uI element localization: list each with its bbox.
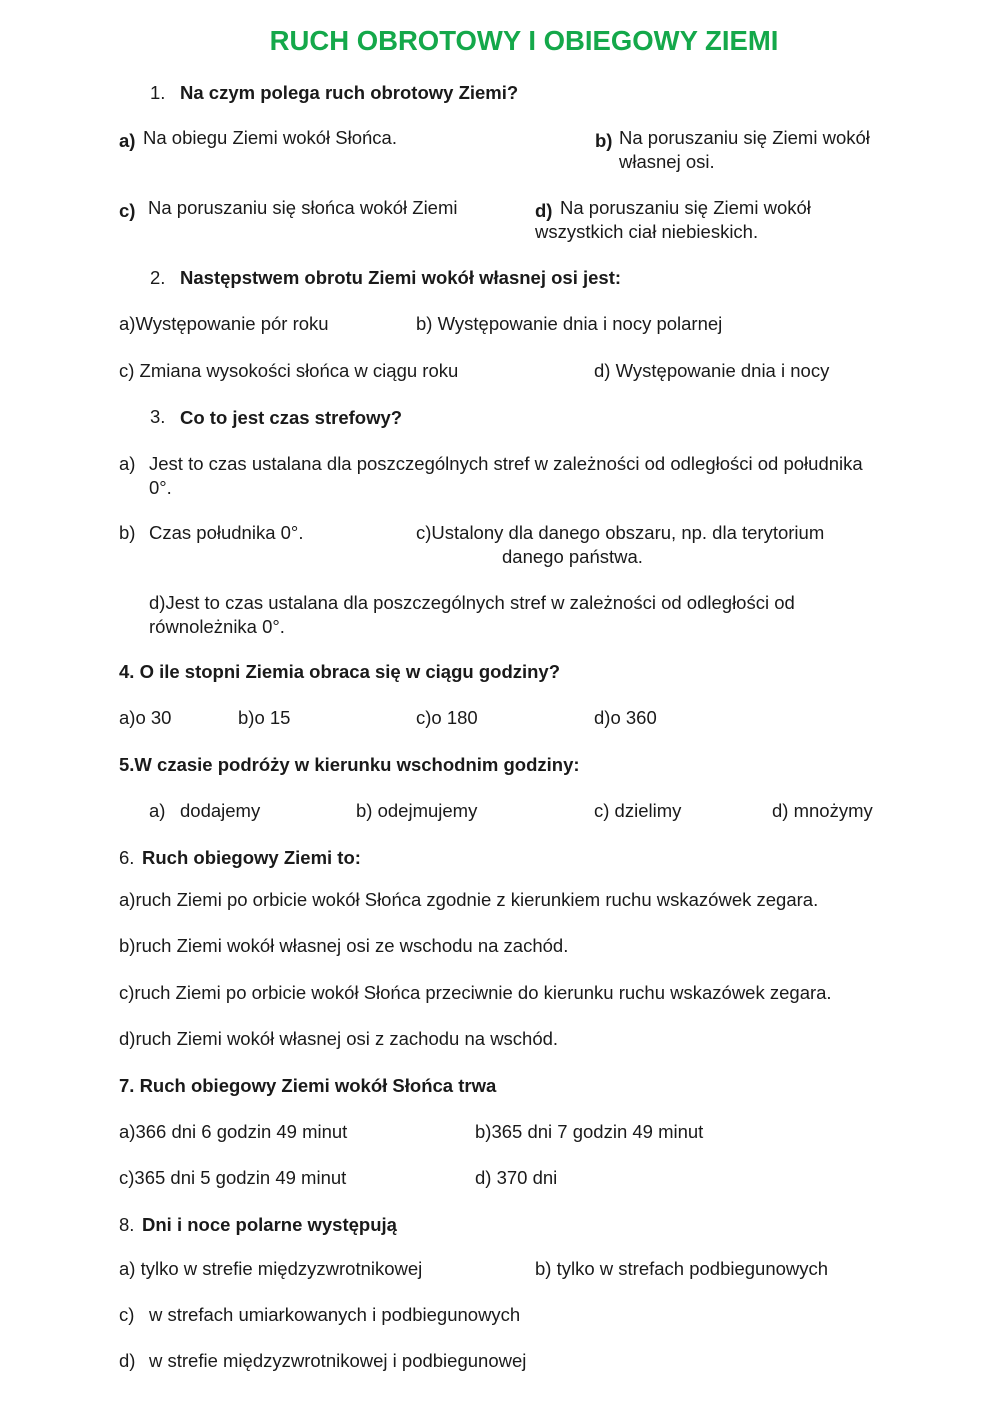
answer-b[interactable]: Na poruszaniu się Ziemi wokół	[619, 127, 870, 148]
answer-d[interactable]: d)o 360	[594, 707, 657, 728]
question-text: Co to jest czas strefowy?	[180, 407, 403, 428]
answer-b-line2[interactable]: własnej osi.	[619, 151, 715, 172]
question-number: 1.	[150, 82, 166, 103]
answer-a[interactable]: a)Występowanie pór roku	[119, 313, 329, 334]
answer-letter: c)	[119, 200, 136, 221]
answer-a[interactable]: dodajemy	[180, 800, 261, 821]
answer-c[interactable]: Na poruszaniu się słońca wokół Ziemi	[148, 197, 458, 218]
answer-letter: d)	[119, 1350, 136, 1371]
answer-c-line2[interactable]: danego państwa.	[502, 546, 643, 567]
answer-d[interactable]: Na poruszaniu się Ziemi wokół	[560, 197, 811, 218]
answer-a[interactable]: a)o 30	[119, 707, 172, 728]
question-number: 8.	[119, 1214, 135, 1235]
question-number: 6.	[119, 847, 135, 868]
answer-letter: a)	[119, 130, 136, 151]
answer-c[interactable]: c) Zmiana wysokości słońca w ciągu roku	[119, 360, 459, 381]
answer-d[interactable]: d) mnożymy	[772, 800, 873, 821]
answer-b[interactable]: b) tylko w strefach podbiegunowych	[535, 1258, 829, 1279]
answer-letter: a)	[119, 453, 136, 474]
answer-letter: a)	[149, 800, 166, 821]
answer-d[interactable]: w strefie międzyzwrotnikowej i podbiegunowej	[149, 1350, 527, 1371]
answer-d-line2[interactable]: równoleżnika 0°.	[149, 616, 285, 637]
question-text: Dni i noce polarne występują	[142, 1214, 397, 1235]
answer-a[interactable]: Na obiegu Ziemi wokół Słońca.	[143, 127, 397, 148]
answer-d[interactable]: d) 370 dni	[475, 1167, 558, 1188]
question-text: Na czym polega ruch obrotowy Ziemi?	[180, 82, 519, 103]
question-text: 7. Ruch obiegowy Ziemi wokół Słońca trwa	[119, 1075, 497, 1096]
answer-d[interactable]: d)Jest to czas ustalana dla poszczególnych stref w zależności od odległości od	[149, 592, 795, 613]
answer-c[interactable]: c)Ustalony dla danego obszaru, np. dla terytorium	[416, 522, 825, 543]
answer-c[interactable]: c)ruch Ziemi po orbicie wokół Słońca przeciwnie do kierunku ruchu wskazówek zegara.	[119, 982, 832, 1003]
answer-c[interactable]: c)365 dni 5 godzin 49 minut	[119, 1167, 347, 1188]
answer-c[interactable]: c) dzielimy	[594, 800, 682, 821]
page-title: RUCH OBROTOWY I OBIEGOWY ZIEMI	[269, 25, 779, 56]
answer-a[interactable]: a)366 dni 6 godzin 49 minut	[119, 1121, 348, 1142]
answer-letter: c)	[119, 1304, 135, 1325]
answer-b[interactable]: b)o 15	[238, 707, 291, 728]
question-text: 5.W czasie podróży w kierunku wschodnim godziny:	[119, 754, 580, 775]
question-text: Następstwem obrotu Ziemi wokół własnej osi jest:	[180, 267, 622, 288]
answer-a[interactable]: a) tylko w strefie międzyzwrotnikowej	[119, 1258, 423, 1279]
answer-letter: b)	[119, 522, 136, 543]
answer-c[interactable]: c)o 180	[416, 707, 478, 728]
answer-a[interactable]: Jest to czas ustalana dla poszczególnych stref w zależności od odległości od południka	[149, 453, 863, 474]
answer-b[interactable]: Czas południka 0°.	[149, 522, 304, 543]
question-number: 3.	[150, 406, 166, 427]
answer-c[interactable]: w strefach umiarkowanych i podbiegunowych	[149, 1304, 521, 1325]
answer-a[interactable]: a)ruch Ziemi po orbicie wokół Słońca zgodnie z kierunkiem ruchu wskazówek zegara.	[119, 889, 819, 910]
answer-d[interactable]: d)ruch Ziemi wokół własnej osi z zachodu na wschód.	[119, 1028, 559, 1049]
answer-b[interactable]: b)365 dni 7 godzin 49 minut	[475, 1121, 704, 1142]
answer-d[interactable]: d) Występowanie dnia i nocy	[594, 360, 830, 381]
answer-letter: b)	[595, 130, 613, 151]
question-text: 4. O ile stopni Ziemia obraca się w ciągu godziny?	[119, 661, 561, 682]
answer-b[interactable]: b)ruch Ziemi wokół własnej osi ze wschodu na zachód.	[119, 935, 569, 956]
answer-a-line2[interactable]: 0°.	[149, 477, 172, 498]
answer-b[interactable]: b) odejmujemy	[356, 800, 478, 821]
answer-letter: d)	[535, 200, 553, 221]
question-text: Ruch obiegowy Ziemi to:	[142, 847, 361, 868]
question-number: 2.	[150, 267, 166, 288]
answer-d-line2[interactable]: wszystkich ciał niebieskich.	[535, 221, 759, 242]
answer-b[interactable]: b) Występowanie dnia i nocy polarnej	[416, 313, 723, 334]
